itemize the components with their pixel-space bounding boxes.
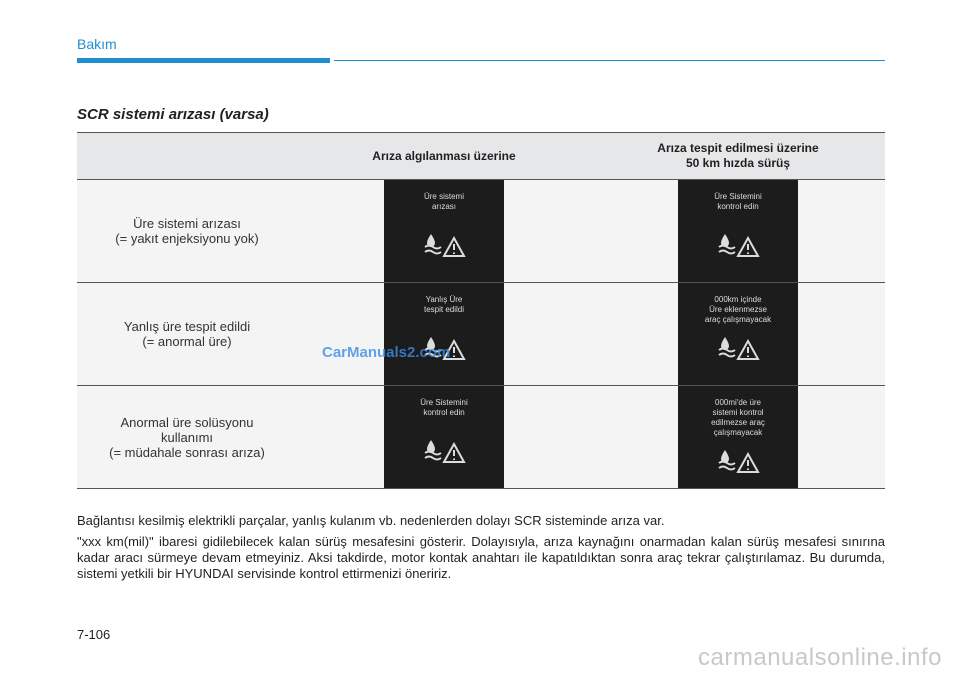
body-paragraph: Bağlantısı kesilmiş elektrikli parçalar, yanlış kulanım vb. nedenlerden dolayı SCR sisteminde arıza var.: [77, 513, 665, 528]
section-title: SCR sistemi arızası (varsa): [77, 106, 269, 123]
watermark: CarManuals2.com: [322, 344, 451, 361]
table-row: [77, 180, 885, 283]
cell-detection: [297, 386, 591, 488]
table-row: [77, 386, 885, 489]
cluster-message: 000km içinde Üre eklenmezse araç çalışmayacak: [704, 295, 772, 324]
cluster-message: Yanlış Üre tespit edildi: [423, 295, 465, 314]
cluster-display: [384, 283, 504, 385]
urea-warning-icon: [715, 446, 761, 476]
header-driving: Arıza tespit edilmesi üzerine 50 km hızda sürüş: [657, 141, 819, 170]
row-label: Anormal üre solüsyonu kullanımı (= müdahale sonrası arıza): [109, 414, 265, 460]
cluster-message: Üre Sistemini kontrol edin: [714, 192, 762, 211]
site-watermark: carmanualsonline.info: [698, 644, 942, 671]
cluster-display: [678, 386, 798, 488]
urea-warning-icon: [715, 333, 761, 363]
cell-detection: [297, 180, 591, 282]
cell-driving: [591, 283, 885, 385]
header-rule-thick: [77, 58, 330, 63]
table-row: [77, 283, 885, 386]
cluster-display: [678, 180, 798, 282]
cell-driving: [591, 386, 885, 488]
cell-driving: [591, 180, 885, 282]
header-detection: Arıza algılanması üzerine: [372, 148, 516, 163]
cell-detection: [297, 283, 591, 385]
row-label: Üre sistemi arızası (= yakıt enjeksiyonu yok): [115, 216, 259, 246]
header-empty: [77, 133, 297, 179]
cluster-message: 000mi'de üre sistemi kontrol edilmezse araç çalışmayacak: [711, 398, 765, 437]
urea-warning-icon: [421, 436, 467, 466]
body-paragraph: "xxx km(mil)" ibaresi gidilebilecek kalan sürüş mesafesini gösterir. Dolayısıyla, arıza kaynağını onarmadan kalan sürüş mesafesi sınırına kadar aracı sürmeye devam etmeyiniz. Aksi takdirde, motor kontak anahtarı ile kapatıldıktan sonra araç tekrar çalıştırılamaz. Bu durumda, sistemi yetkili bir HYUNDAI servisinde kontrol ettirmenizi öneririz.: [77, 534, 885, 581]
cluster-display: [384, 180, 504, 282]
section-label: Bakım: [77, 36, 117, 52]
scr-table: [77, 132, 885, 489]
table-header: [77, 133, 885, 180]
cluster-display: [678, 283, 798, 385]
cluster-display: [384, 386, 504, 488]
header-rule-thin: [334, 60, 885, 61]
page-number: 7-106: [77, 627, 111, 642]
row-label: Yanlış üre tespit edildi (= anormal üre): [123, 319, 251, 349]
urea-warning-icon: [715, 230, 761, 260]
cluster-message: Üre sistemi arızası: [423, 192, 464, 211]
cluster-message: Üre Sistemini kontrol edin: [420, 398, 468, 417]
urea-warning-icon: [421, 230, 467, 260]
